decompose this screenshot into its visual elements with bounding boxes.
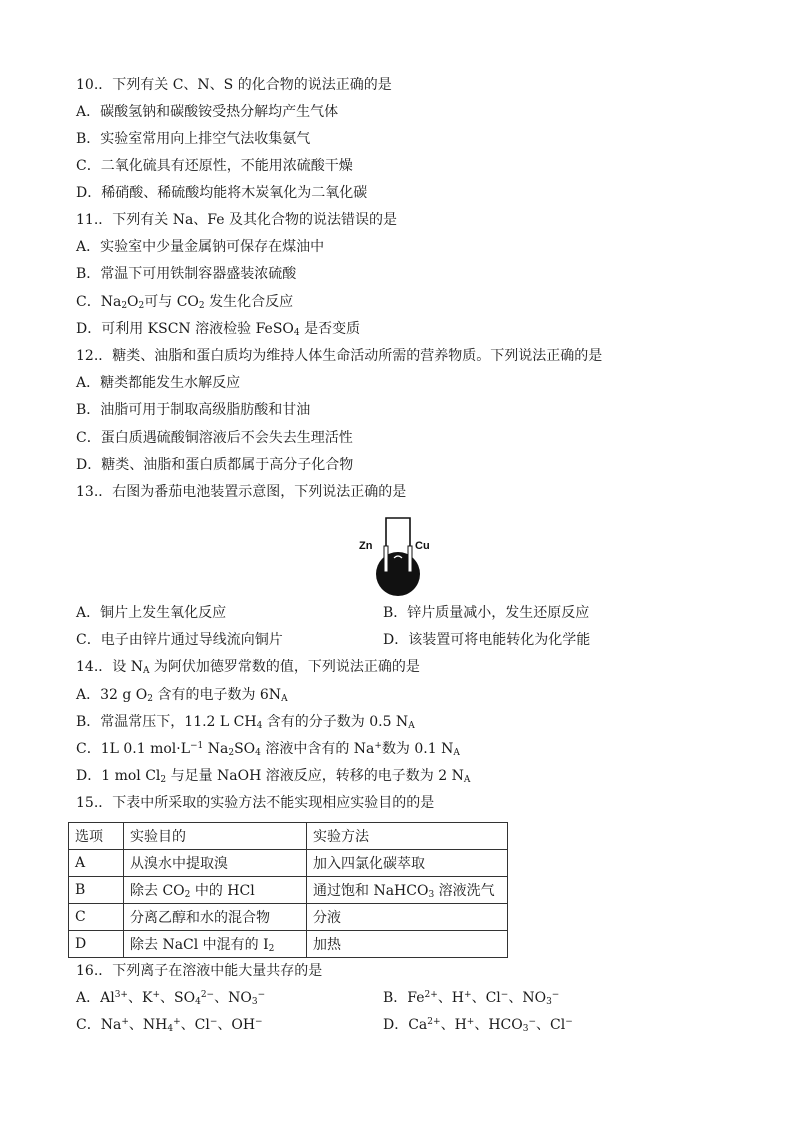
table-cell: D (69, 931, 124, 958)
q13-stem: 13.．右图为番茄电池装置示意图，下列说法正确的是 (76, 484, 407, 500)
q14-option-a: A．32 g $O_2$ 含有的电子数为 $6N_A$ (76, 687, 288, 704)
table-cell: 加入四氯化碳萃取 (307, 850, 508, 877)
q12-option-b: B．油脂可用于制取高级脂肪酸和甘油 (76, 402, 311, 418)
q12-option-a: A．糖类都能发生水解反应 (76, 375, 241, 391)
q12-option-d: D．糖类、油脂和蛋白质都属于高分子化合物 (76, 457, 354, 473)
q10-option-b: B．实验室常用向上排空气法收集氨气 (76, 131, 311, 147)
q14-stem: 14.．设 $N_A$ 为阿伏加德罗常数的值，下列说法正确的是 (76, 659, 420, 676)
cu-label: Cu (415, 540, 430, 552)
q16-stem: 16.．下列离子在溶液中能大量共存的是 (76, 963, 323, 979)
cu-electrode (408, 546, 412, 572)
table-header-row (69, 823, 508, 850)
table-cell: 分液 (307, 904, 508, 931)
table-cell: C (69, 904, 124, 931)
q16-option-c: C．Na+、$NH_4^+$、Cl−、OH− (76, 1017, 263, 1034)
q11-option-c: C．$Na_2O_2$可与 $CO_2$ 发生化合反应 (76, 294, 294, 311)
q10-stem: 10.．下列有关 C、N、S 的化合物的说法正确的是 (76, 77, 392, 93)
table-cell: 除去 $CO_2$ 中的 HCl (124, 877, 307, 904)
q11-option-b: B．常温下可用铁制容器盛装浓硫酸 (76, 266, 297, 282)
table-row (69, 850, 508, 877)
table-header: 实验目的 (124, 823, 307, 850)
table-row (69, 877, 508, 904)
q14-option-d: D．1 mol $Cl_2$ 与足量 NaOH 溶液反应，转移的电子数为 2 $N_A$ (76, 768, 471, 785)
q10-option-d: D．稀硝酸、稀硫酸均能将木炭氧化为二氧化碳 (76, 185, 368, 201)
q15-stem: 15.．下表中所采取的实验方法不能实现相应实验目的的是 (76, 795, 435, 811)
q16-option-b: B．$Fe^{2+}$、H+、Cl−、$NO_3^-$ (383, 990, 560, 1007)
table-header: 选项 (69, 823, 124, 850)
q16-option-a: A．$Al^{3+}$、K+、$SO_4^{2-}$、$NO_3^-$ (76, 990, 266, 1007)
q11-stem: 11.．下列有关 Na、Fe 及其化合物的说法错误的是 (76, 212, 397, 228)
q10-option-a: A．碳酸氢钠和碳酸铵受热分解均产生气体 (76, 104, 339, 120)
zn-label: Zn (359, 540, 373, 552)
table-header: 实验方法 (307, 823, 508, 850)
q13-option-c: C．电子由锌片通过导线流向铜片 (76, 632, 283, 648)
zn-electrode (384, 546, 388, 572)
wire (386, 518, 410, 552)
q13-option-b: B．锌片质量减小，发生还原反应 (383, 605, 590, 621)
table-row (69, 904, 508, 931)
q11-option-d: D．可利用 KSCN 溶液检验 FeSO$_4$ 是否变质 (76, 321, 361, 338)
q12-stem: 12.．糖类、油脂和蛋白质均为维持人体生命活动所需的营养物质。下列说法正确的是 (76, 348, 603, 364)
table-cell: 加热 (307, 931, 508, 958)
table-cell: B (69, 877, 124, 904)
q14-option-c: C．1L 0.1 $mol\cdot L^{-1}$ $Na_2SO_4$ 溶液中含有的 Na+数为 0.1 $N_A$ (76, 741, 460, 758)
q12-option-c: C．蛋白质遇硫酸铜溶液后不会失去生理活性 (76, 430, 353, 446)
q14-option-b: B．常温常压下，11.2 L $CH_4$ 含有的分子数为 0.5 $N_A$ (76, 714, 415, 731)
experiment-table (68, 822, 508, 958)
table-cell: 除去 NaCl 中混有的 $I_2$ (124, 931, 307, 958)
table-row (69, 931, 508, 958)
table-cell: A (69, 850, 124, 877)
table-cell: 分离乙醇和水的混合物 (124, 904, 307, 931)
q10-option-c: C．二氧化硫具有还原性，不能用浓硫酸干燥 (76, 158, 353, 174)
tomato (376, 552, 420, 596)
table-cell: 通过饱和 NaHCO$_3$ 溶液洗气 (307, 877, 508, 904)
table-cell: 从溴水中提取溴 (124, 850, 307, 877)
q16-option-d: D．$Ca^{2+}$、H+、$HCO_3^-$、Cl− (383, 1017, 573, 1034)
q13-option-d: D．该装置可将电能转化为化学能 (383, 632, 591, 648)
q13-option-a: A．铜片上发生氧化反应 (76, 605, 227, 621)
tomato-battery-figure (358, 512, 438, 596)
q11-option-a: A．实验室中少量金属钠可保存在煤油中 (76, 239, 325, 255)
